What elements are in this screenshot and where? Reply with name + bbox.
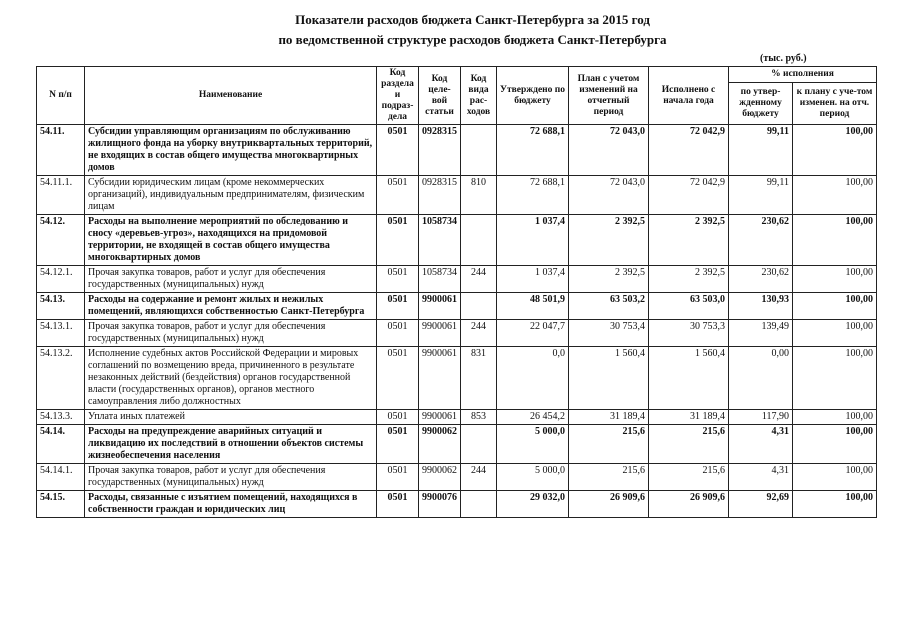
row-statya-code: 0928315 bbox=[419, 176, 461, 215]
row-executed-value: 30 753,3 bbox=[649, 320, 729, 347]
row-number: 54.13.2. bbox=[37, 347, 85, 410]
row-executed-value: 31 189,4 bbox=[649, 410, 729, 425]
row-plan-value: 2 392,5 bbox=[569, 266, 649, 293]
row-approved-value: 1 037,4 bbox=[497, 266, 569, 293]
row-razdel-code: 0501 bbox=[377, 347, 419, 410]
row-razdel-code: 0501 bbox=[377, 425, 419, 464]
row-vid-code: 831 bbox=[461, 347, 497, 410]
table-row bbox=[37, 491, 877, 518]
row-plan-value: 1 560,4 bbox=[569, 347, 649, 410]
table-row bbox=[37, 293, 877, 320]
row-vid-code bbox=[461, 491, 497, 518]
row-vid-code: 853 bbox=[461, 410, 497, 425]
row-pct-plan: 100,00 bbox=[793, 176, 877, 215]
row-name: Расходы на предупреждение аварийных ситуаций и ликвидацию их последствий в отношении объектов системы жизнеобеспечения населения bbox=[85, 425, 377, 464]
row-vid-code bbox=[461, 215, 497, 266]
header-vid: Код вида рас-ходов bbox=[461, 67, 497, 125]
header-approved: Утверждено по бюджету bbox=[497, 67, 569, 125]
row-pct-approved: 99,11 bbox=[729, 125, 793, 176]
row-pct-plan: 100,00 bbox=[793, 347, 877, 410]
row-pct-plan: 100,00 bbox=[793, 266, 877, 293]
row-executed-value: 72 042,9 bbox=[649, 176, 729, 215]
row-statya-code: 9900076 bbox=[419, 491, 461, 518]
row-number: 54.12. bbox=[37, 215, 85, 266]
row-statya-code: 0928315 bbox=[419, 125, 461, 176]
row-name: Прочая закупка товаров, работ и услуг для обеспечения государственных (муниципальных) нужд bbox=[85, 464, 377, 491]
row-plan-value: 2 392,5 bbox=[569, 215, 649, 266]
row-pct-plan: 100,00 bbox=[793, 293, 877, 320]
header-plan: План с учетом изменений на отчетный период bbox=[569, 67, 649, 125]
row-vid-code bbox=[461, 293, 497, 320]
row-statya-code: 9900062 bbox=[419, 464, 461, 491]
row-plan-value: 30 753,4 bbox=[569, 320, 649, 347]
row-razdel-code: 0501 bbox=[377, 464, 419, 491]
row-executed-value: 2 392,5 bbox=[649, 266, 729, 293]
row-plan-value: 215,6 bbox=[569, 425, 649, 464]
row-pct-plan: 100,00 bbox=[793, 464, 877, 491]
row-executed-value: 215,6 bbox=[649, 464, 729, 491]
row-name: Исполнение судебных актов Российской Федерации и мировых соглашений по возмещению вреда, причиненного в результате незаконных действий (бездействия) органов государственной власти (государственных органов), органов местного самоуправления либо должностных bbox=[85, 347, 377, 410]
row-razdel-code: 0501 bbox=[377, 125, 419, 176]
row-pct-plan: 100,00 bbox=[793, 125, 877, 176]
row-number: 54.11.1. bbox=[37, 176, 85, 215]
row-name: Расходы, связанные с изъятием помещений, находящихся в собственности граждан и юридических лиц bbox=[85, 491, 377, 518]
row-name: Расходы на содержание и ремонт жилых и нежилых помещений, являющихся собственностью Санкт-Петербурга bbox=[85, 293, 377, 320]
row-razdel-code: 0501 bbox=[377, 410, 419, 425]
row-name: Прочая закупка товаров, работ и услуг для обеспечения государственных (муниципальных) нужд bbox=[85, 266, 377, 293]
row-number: 54.14.1. bbox=[37, 464, 85, 491]
row-executed-value: 63 503,0 bbox=[649, 293, 729, 320]
row-razdel-code: 0501 bbox=[377, 215, 419, 266]
row-plan-value: 72 043,0 bbox=[569, 125, 649, 176]
row-number: 54.12.1. bbox=[37, 266, 85, 293]
row-name: Прочая закупка товаров, работ и услуг для обеспечения государственных (муниципальных) нужд bbox=[85, 320, 377, 347]
row-pct-plan: 100,00 bbox=[793, 215, 877, 266]
row-razdel-code: 0501 bbox=[377, 320, 419, 347]
row-executed-value: 2 392,5 bbox=[649, 215, 729, 266]
row-pct-approved: 4,31 bbox=[729, 464, 793, 491]
header-razdel: Код раздела и подраз-дела bbox=[377, 67, 419, 125]
row-vid-code: 810 bbox=[461, 176, 497, 215]
row-vid-code: 244 bbox=[461, 464, 497, 491]
row-approved-value: 48 501,9 bbox=[497, 293, 569, 320]
row-razdel-code: 0501 bbox=[377, 491, 419, 518]
row-approved-value: 26 454,2 bbox=[497, 410, 569, 425]
row-approved-value: 72 688,1 bbox=[497, 176, 569, 215]
row-pct-approved: 117,90 bbox=[729, 410, 793, 425]
row-statya-code: 9900061 bbox=[419, 410, 461, 425]
table-row bbox=[37, 425, 877, 464]
table-row bbox=[37, 410, 877, 425]
row-vid-code bbox=[461, 125, 497, 176]
row-number: 54.14. bbox=[37, 425, 85, 464]
units-label: (тыс. руб.) bbox=[760, 53, 807, 64]
row-statya-code: 1058734 bbox=[419, 266, 461, 293]
row-pct-approved: 0,00 bbox=[729, 347, 793, 410]
table-row bbox=[37, 347, 877, 410]
row-approved-value: 1 037,4 bbox=[497, 215, 569, 266]
row-statya-code: 9900062 bbox=[419, 425, 461, 464]
table-row bbox=[37, 125, 877, 176]
row-plan-value: 215,6 bbox=[569, 464, 649, 491]
header-pct-group: % исполнения bbox=[729, 67, 877, 83]
header-executed: Исполнено с начала года bbox=[649, 67, 729, 125]
row-number: 54.11. bbox=[37, 125, 85, 176]
table-row bbox=[37, 266, 877, 293]
row-executed-value: 215,6 bbox=[649, 425, 729, 464]
row-name: Субсидии юридическим лицам (кроме некоммерческих организаций), индивидуальным предпринимателям, физическим лицам bbox=[85, 176, 377, 215]
table-row bbox=[37, 464, 877, 491]
table-row bbox=[37, 176, 877, 215]
header-num: N п/п bbox=[37, 67, 85, 125]
row-razdel-code: 0501 bbox=[377, 176, 419, 215]
budget-table bbox=[36, 66, 877, 518]
row-approved-value: 72 688,1 bbox=[497, 125, 569, 176]
row-name: Субсидии управляющим организациям по обслуживанию жилищного фонда на уборку внутриквартальных территорий, не входящих в состав общего имущества многоквартирных домов bbox=[85, 125, 377, 176]
row-statya-code: 1058734 bbox=[419, 215, 461, 266]
row-approved-value: 5 000,0 bbox=[497, 425, 569, 464]
document-title-line1: Показатели расходов бюджета Санкт-Петербурга за 2015 год bbox=[295, 12, 650, 27]
row-pct-plan: 100,00 bbox=[793, 425, 877, 464]
row-razdel-code: 0501 bbox=[377, 266, 419, 293]
table-row bbox=[37, 320, 877, 347]
header-name: Наименование bbox=[85, 67, 377, 125]
header-pct-plan: к плану с уче-том изменен. на отч. период bbox=[793, 83, 877, 125]
row-vid-code: 244 bbox=[461, 266, 497, 293]
row-pct-approved: 230,62 bbox=[729, 215, 793, 266]
header-statya: Код целе-вой статьи bbox=[419, 67, 461, 125]
row-number: 54.13.3. bbox=[37, 410, 85, 425]
row-razdel-code: 0501 bbox=[377, 293, 419, 320]
row-vid-code bbox=[461, 425, 497, 464]
row-approved-value: 0,0 bbox=[497, 347, 569, 410]
row-plan-value: 31 189,4 bbox=[569, 410, 649, 425]
row-pct-approved: 230,62 bbox=[729, 266, 793, 293]
row-statya-code: 9900061 bbox=[419, 293, 461, 320]
row-number: 54.13. bbox=[37, 293, 85, 320]
row-pct-approved: 130,93 bbox=[729, 293, 793, 320]
row-statya-code: 9900061 bbox=[419, 320, 461, 347]
row-plan-value: 63 503,2 bbox=[569, 293, 649, 320]
document-title-line2: по ведомственной структуре расходов бюджета Санкт-Петербурга bbox=[278, 32, 667, 47]
row-plan-value: 72 043,0 bbox=[569, 176, 649, 215]
table-row bbox=[37, 215, 877, 266]
row-pct-plan: 100,00 bbox=[793, 491, 877, 518]
row-number: 54.13.1. bbox=[37, 320, 85, 347]
row-approved-value: 5 000,0 bbox=[497, 464, 569, 491]
row-pct-approved: 139,49 bbox=[729, 320, 793, 347]
row-statya-code: 9900061 bbox=[419, 347, 461, 410]
table-body bbox=[37, 125, 877, 518]
row-pct-approved: 4,31 bbox=[729, 425, 793, 464]
row-executed-value: 1 560,4 bbox=[649, 347, 729, 410]
row-executed-value: 26 909,6 bbox=[649, 491, 729, 518]
row-name: Уплата иных платежей bbox=[85, 410, 377, 425]
row-executed-value: 72 042,9 bbox=[649, 125, 729, 176]
row-pct-plan: 100,00 bbox=[793, 320, 877, 347]
row-pct-approved: 99,11 bbox=[729, 176, 793, 215]
row-name: Расходы на выполнение мероприятий по обследованию и сносу «деревьев-угроз», находящихся на придомовой территории, не входящей в состав общего имущества многоквартирных домов bbox=[85, 215, 377, 266]
row-number: 54.15. bbox=[37, 491, 85, 518]
row-approved-value: 22 047,7 bbox=[497, 320, 569, 347]
header-pct-approved: по утвер-жденному бюджету bbox=[729, 83, 793, 125]
row-pct-approved: 92,69 bbox=[729, 491, 793, 518]
row-plan-value: 26 909,6 bbox=[569, 491, 649, 518]
row-pct-plan: 100,00 bbox=[793, 410, 877, 425]
row-vid-code: 244 bbox=[461, 320, 497, 347]
row-approved-value: 29 032,0 bbox=[497, 491, 569, 518]
